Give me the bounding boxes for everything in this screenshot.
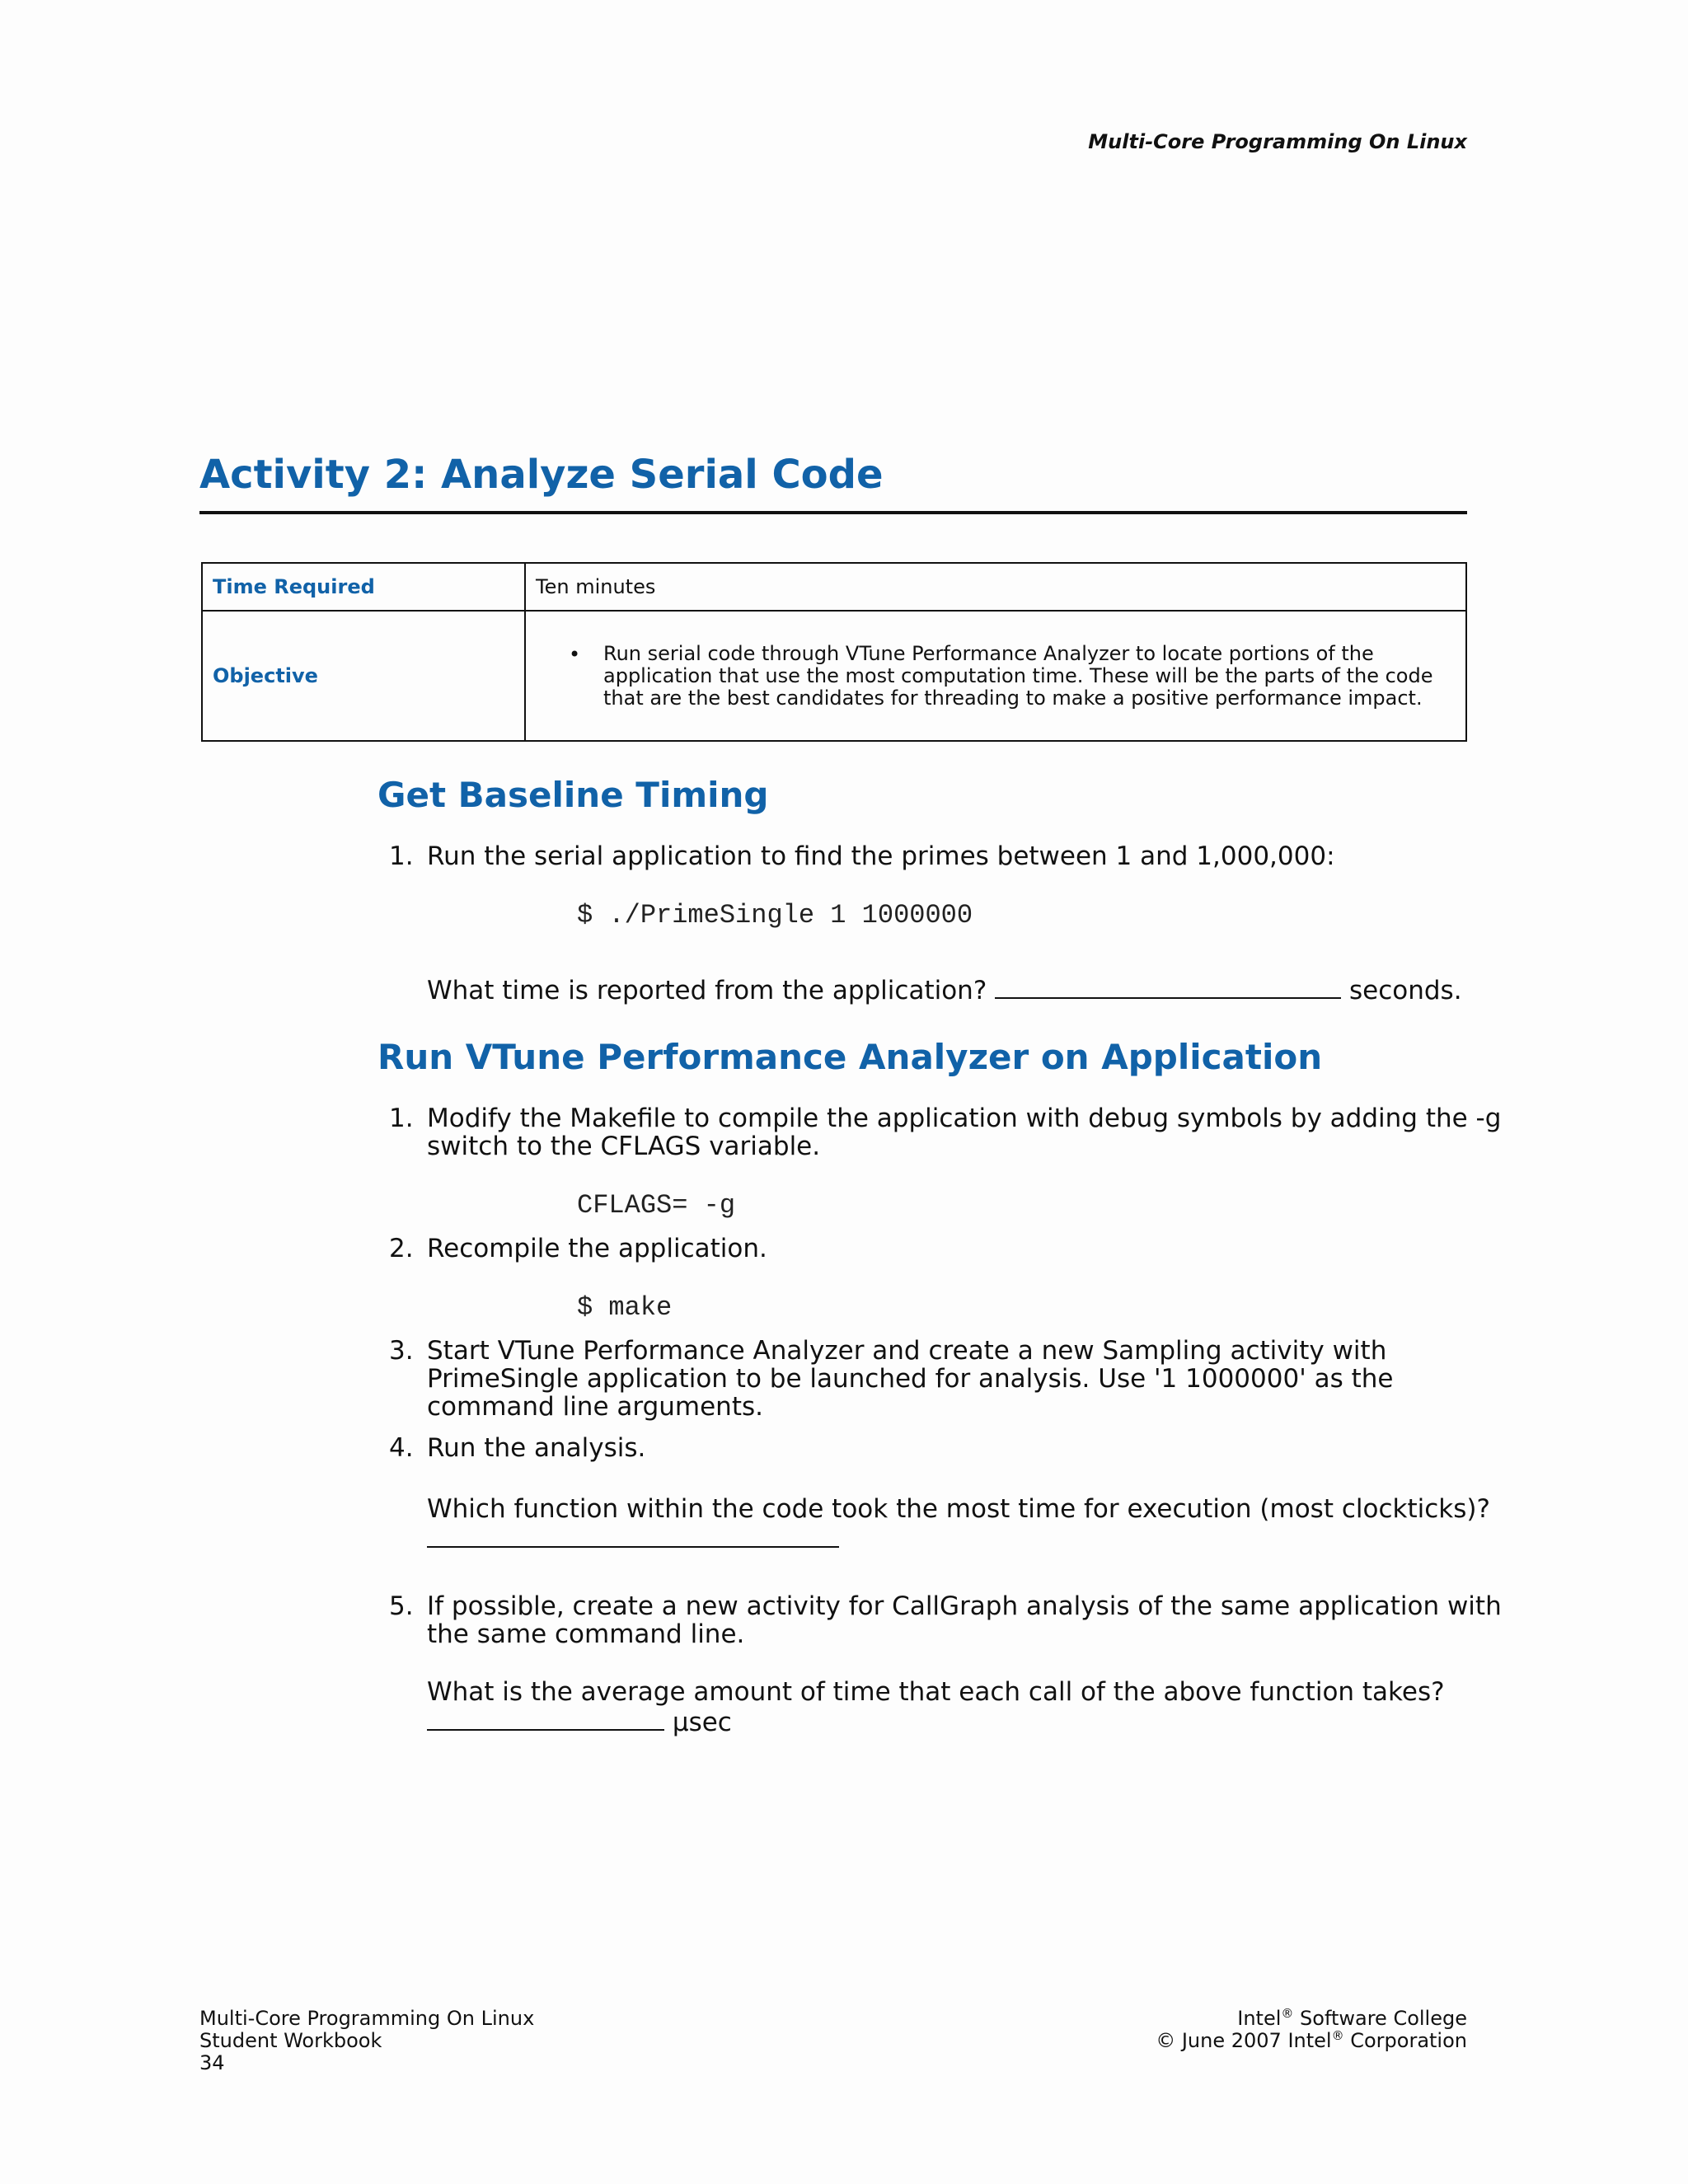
objective-list-item — [536, 643, 1456, 710]
baseline-question-suffix: seconds. — [1349, 976, 1462, 1005]
vtune-step5-line1: If possible, create a new activity for CallGraph analysis of the same application with — [427, 1591, 1502, 1621]
vtune-step2-number: 2. — [389, 1234, 414, 1263]
bullet-icon: • — [569, 642, 581, 666]
vtune-step2-text: Recompile the application. — [427, 1234, 767, 1263]
vtune-step1-line1: Modify the Makefile to compile the application with debug symbols by adding the -g — [427, 1104, 1502, 1133]
answer-blank-function — [427, 1546, 839, 1548]
vtune-step3-number: 3. — [389, 1336, 414, 1366]
registered-mark: ® — [1331, 2028, 1344, 2043]
time-required-label: Time Required — [202, 563, 525, 611]
baseline-heading: Get Baseline Timing — [377, 775, 769, 815]
footer-college-text: Software College — [1293, 2007, 1467, 2030]
baseline-step1-text: Run the serial application to find the primes between 1 and 1,000,000: — [427, 841, 1335, 871]
footer-copyright — [1156, 2030, 1467, 2052]
baseline-question-text: What time is reported from the application? — [427, 976, 987, 1005]
footer-course-title: Multi-Core Programming On Linux — [199, 2007, 535, 2030]
footer-corporation-text: Corporation — [1343, 2029, 1467, 2052]
baseline-question — [427, 974, 1462, 1005]
time-required-value: Ten minutes — [525, 563, 1466, 611]
vtune-step5-unit: µsec — [672, 1708, 732, 1737]
activity-title: Activity 2: Analyze Serial Code — [199, 452, 884, 498]
vtune-step5-text — [427, 1592, 1502, 1648]
activity-info-table — [201, 562, 1467, 742]
footer-right — [1156, 2008, 1467, 2052]
vtune-heading: Run VTune Performance Analyzer on Application — [377, 1037, 1323, 1077]
vtune-step1-code: CFLAGS= -g — [577, 1190, 736, 1221]
running-header: Multi-Core Programming On Linux — [1088, 130, 1467, 153]
vtune-step5-answer-line — [427, 1706, 732, 1736]
vtune-step5-line2: the same command line. — [427, 1619, 745, 1649]
objective-text: Run serial code through VTune Performance Analyzer to locate portions of the application that use the most computation time. These will be the parts of the code that are the best candidates for threading to make a positive performance impact. — [603, 641, 1433, 710]
registered-mark: ® — [1281, 2006, 1294, 2021]
title-divider — [199, 511, 1467, 514]
footer-page-number: 34 — [199, 2051, 225, 2074]
vtune-step5-number: 5. — [389, 1591, 414, 1621]
vtune-step3-line2: PrimeSingle application to be launched for analysis. Use '1 1000000' as the — [427, 1364, 1394, 1394]
footer-intel-text: Intel — [1237, 2007, 1282, 2030]
vtune-step3-line3: command line arguments. — [427, 1392, 763, 1422]
vtune-step1-line2: switch to the CFLAGS variable. — [427, 1132, 821, 1161]
answer-blank-usec — [427, 1706, 664, 1731]
vtune-step4-number: 4. — [389, 1433, 414, 1463]
vtune-step4-question: Which function within the code took the most time for execution (most clockticks)? — [427, 1494, 1490, 1524]
footer-workbook-label: Student Workbook — [199, 2029, 382, 2052]
vtune-step1-text — [427, 1104, 1501, 1160]
vtune-step1-number: 1. — [389, 1104, 414, 1133]
vtune-step5-question: What is the average amount of time that each call of the above function takes? — [427, 1677, 1445, 1707]
footer-college — [1156, 2008, 1467, 2030]
answer-blank-seconds — [995, 974, 1341, 999]
baseline-step1-number: 1. — [389, 841, 414, 871]
objective-label: Objective — [202, 611, 525, 741]
vtune-step4-text: Run the analysis. — [427, 1433, 646, 1463]
objective-cell — [525, 611, 1466, 741]
footer-copyright-text: © June 2007 Intel — [1156, 2029, 1332, 2052]
time-required-row — [202, 563, 1466, 611]
objective-row — [202, 611, 1466, 741]
vtune-step3-text — [427, 1337, 1393, 1421]
vtune-step3-line1: Start VTune Performance Analyzer and create a new Sampling activity with — [427, 1336, 1387, 1366]
footer-left — [199, 2008, 534, 2074]
vtune-step2-code: $ make — [577, 1292, 673, 1323]
baseline-command: $ ./PrimeSingle 1 1000000 — [577, 900, 973, 930]
